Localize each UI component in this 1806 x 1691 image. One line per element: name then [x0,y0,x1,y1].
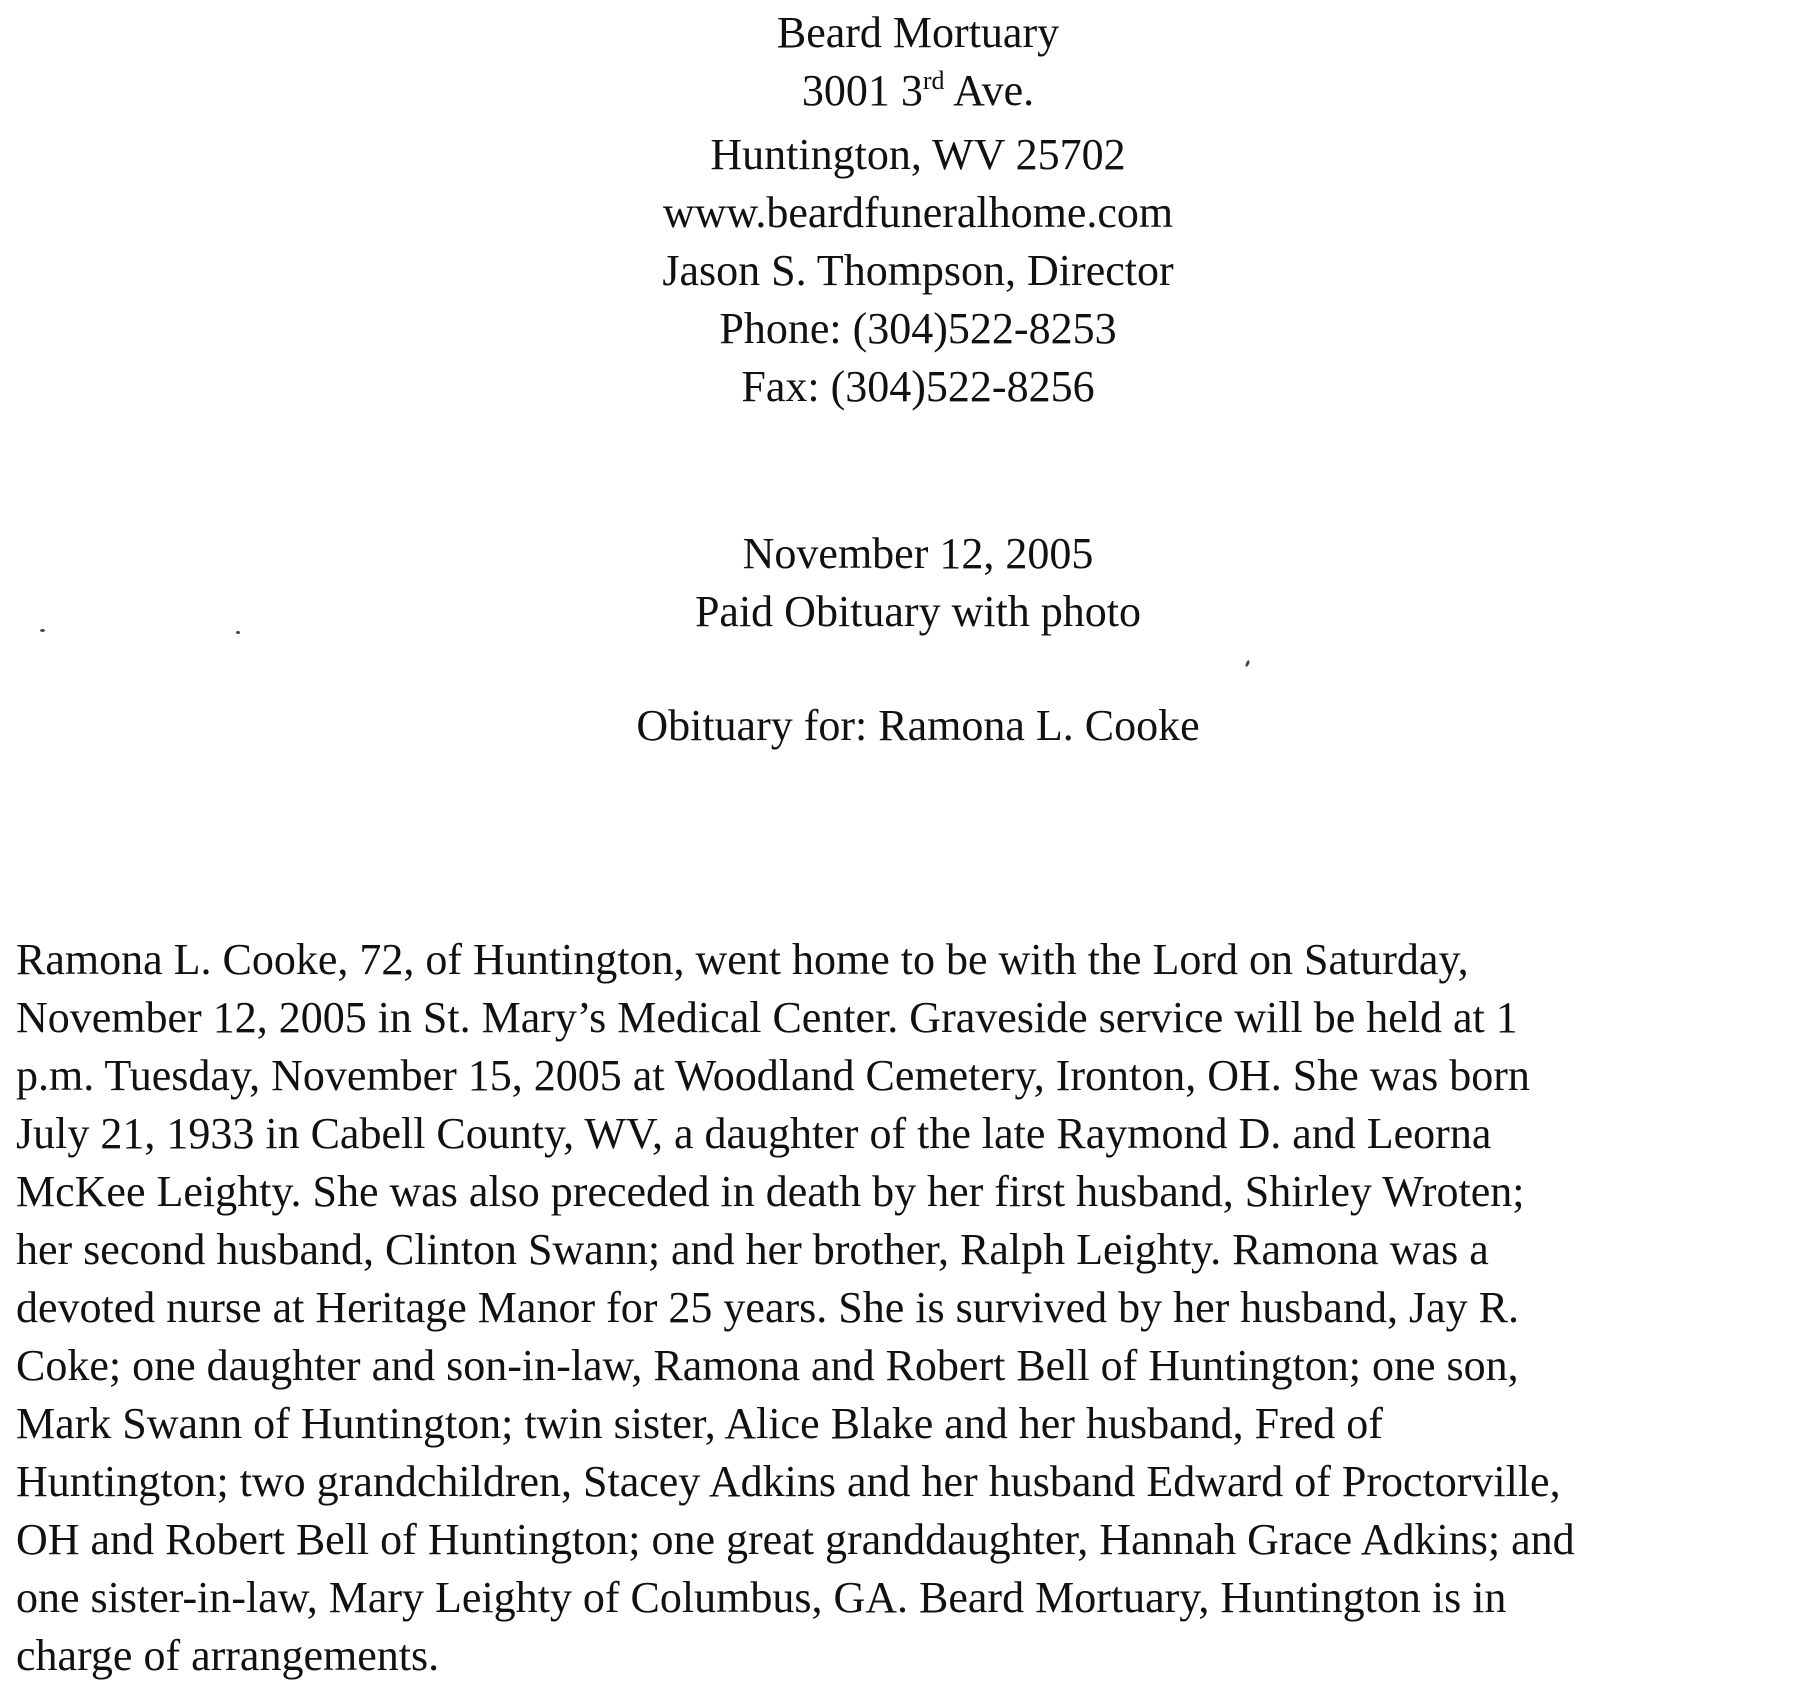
obituary-line: November 12, 2005 in St. Mary’s Medical Center. Graveside service will be held at 1 [16,993,1518,1042]
address-street: Ave. [944,66,1035,115]
obituary-line: charge of arrangements. [16,1631,440,1680]
street-address [0,62,1806,126]
obituary-line: p.m. Tuesday, November 15, 2005 at Woodland Cemetery, Ironton, OH. She was born [16,1051,1530,1100]
obituary-body [16,931,1806,1685]
obituary-subject: Obituary for: Ramona L. Cooke [636,701,1200,750]
scan-speck [40,629,45,632]
obituary-line: July 21, 1933 in Cabell County, WV, a daughter of the late Raymond D. and Leorna [16,1109,1492,1158]
obituary-line: one sister-in-law, Mary Leighty of Columbus, GA. Beard Mortuary, Huntington is in [16,1573,1507,1622]
website: www.beardfuneralhome.com [662,188,1174,237]
obituary-line: McKee Leighty. She was also preceded in death by her first husband, Shirley Wroten; [16,1167,1525,1216]
notice-meta [0,525,1806,641]
notice-type: Paid Obituary with photo [694,587,1142,636]
scan-speck [1245,660,1251,668]
obituary-line: OH and Robert Bell of Huntington; one great granddaughter, Hannah Grace Adkins; and [16,1515,1575,1564]
obituary-line: Ramona L. Cooke, 72, of Huntington, went home to be with the Lord on Saturday, [16,935,1469,984]
scan-speck [236,631,240,634]
obituary-line: devoted nurse at Heritage Manor for 25 years. She is survived by her husband, Jay R. [16,1283,1519,1332]
obituary-line: Mark Swann of Huntington; twin sister, Alice Blake and her husband, Fred of [16,1399,1383,1448]
phone: Phone: (304)522-8253 [719,304,1117,353]
mortuary-name: Beard Mortuary [776,8,1060,57]
letterhead [0,4,1806,416]
fax: Fax: (304)522-8256 [741,362,1095,411]
city-state-zip: Huntington, WV 25702 [710,130,1126,179]
address-number: 3001 3 [801,66,923,115]
notice-date: November 12, 2005 [742,529,1094,578]
obituary-line: her second husband, Clinton Swann; and her brother, Ralph Leighty. Ramona was a [16,1225,1489,1274]
address-ordinal-suffix: rd [922,66,945,95]
obituary-line: Coke; one daughter and son-in-law, Ramona and Robert Bell of Huntington; one son, [16,1341,1519,1390]
obituary-line: Huntington; two grandchildren, Stacey Adkins and her husband Edward of Proctorville, [16,1457,1561,1506]
director: Jason S. Thompson, Director [662,246,1174,295]
